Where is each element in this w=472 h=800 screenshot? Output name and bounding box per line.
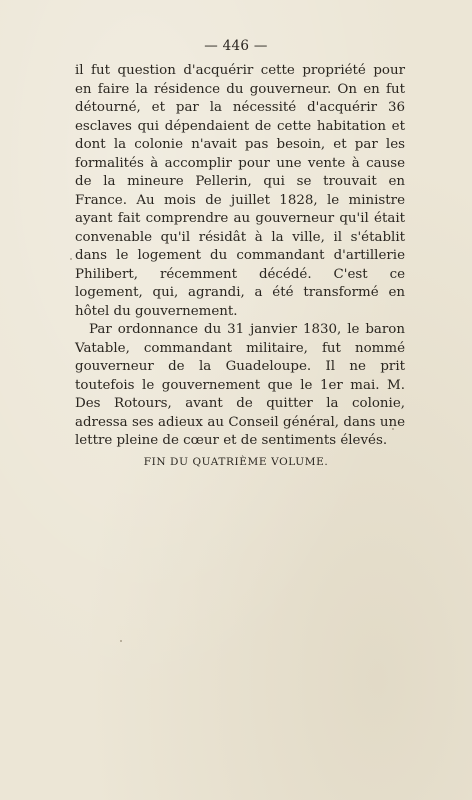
body-text [75,62,405,451]
paper-speck [392,428,394,430]
paragraph-1: il fut question d'acquérir cette propriété pour en faire la résidence du gouverneur. On en fut détourné, et par la nécessité d'acquérir 36 esclaves qui dépendaient de cette habitation et dont la colonie n'avait pas besoin, et par les formalités à accomplir pour une vente à cause de la mineure Pellerin, qui se trouvait en France. Au mois de juillet 1828, le ministre ayant fait comprendre au gouverneur qu'il était convenable qu'il résidât à la ville, il s'établit dans le logement du commandant d'artillerie Philibert, récemment décédé. C'est ce logement, qui, agrandi, a été transformé en hôtel du gouvernement. [75,63,405,319]
page-number: — 446 — [204,38,268,54]
paper-speck [120,640,122,642]
paper-speck [70,258,72,260]
paragraph-2: Par ordonnance du 31 janvier 1830, le baron Vatable, commandant militaire, fut nommé gouverneur de la Guadeloupe. Il ne prit toutefois le gouvernement que le 1er mai. M. Des Rotours, avant de quitter la colonie, adressa ses adieux au Conseil général, dans une lettre pleine de cœur et de sentiments élevés. [75,322,405,448]
end-of-volume-colophon: FIN DU QUATRIÈME VOLUME. [143,456,329,468]
paper-speck [310,240,312,242]
